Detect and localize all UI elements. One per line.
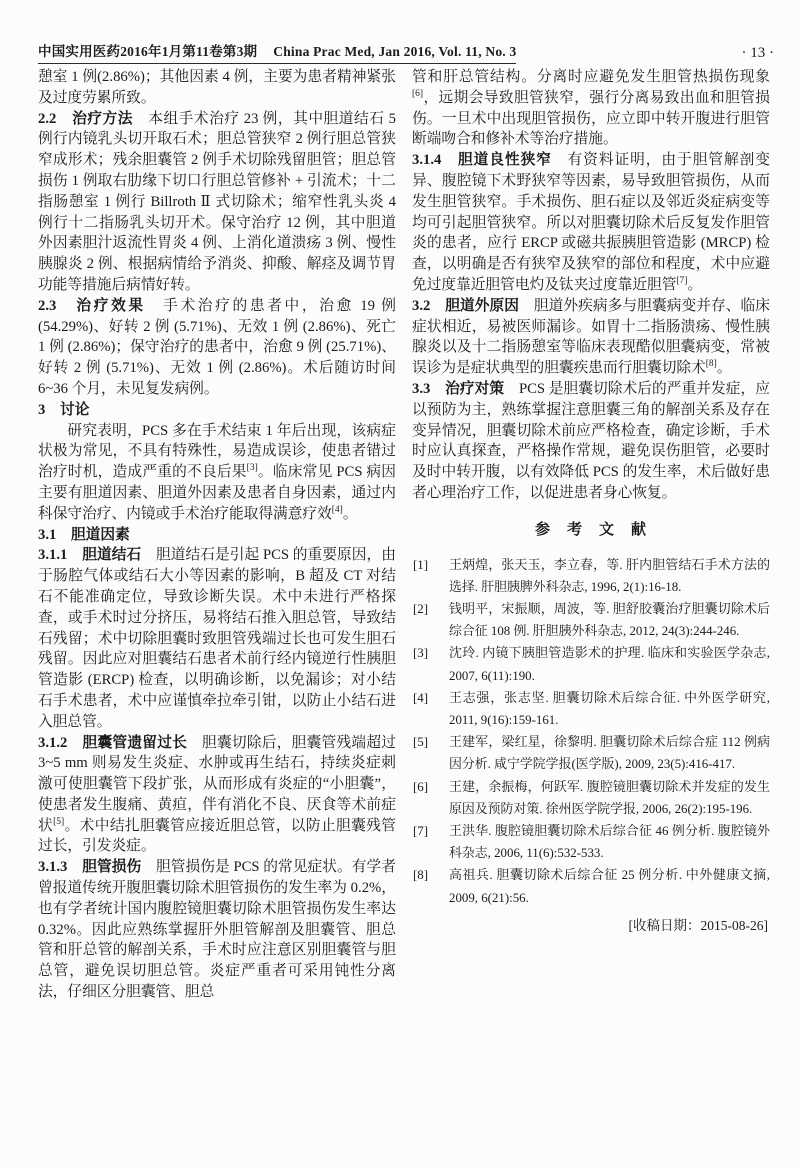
body-text: 憩室 1 例(2.86%)；其他因素 4 例，主要为患者精神紧张及过度劳累所致。	[38, 69, 396, 106]
section-3-discussion-heading	[38, 400, 396, 421]
reference-text: 王炳煌，张天玉，李立春，等. 肝内胆管结石手术方法的选择. 肝胆胰脾外科杂志, 1996, 2(1):16-18.	[449, 557, 770, 594]
section-3-1-2-cystic-duct-remnant	[38, 733, 396, 858]
reference-item	[412, 820, 770, 864]
reference-text: 高祖兵. 胆囊切除术后综合征 25 例分析. 中外健康文摘, 2009, 6(21):56.	[449, 868, 770, 905]
body-text: 胆管损伤是 PCS 的常见症状。有学者曾报道传统开腹胆囊切除术胆管损伤的发生率为 0.2%，也有学者统计国内腹腔镜胆囊切除术胆管损伤发生率达 0.32%。因此应熟练掌握肝外胆管解剖及胆囊管、胆总管和肝总管的解剖关系，手术时应注意区别胆囊管与胆总管，避免误切胆总管。炎症严重者可采用钝性分离法，仔细区分胆囊管、胆总	[38, 859, 396, 1001]
reference-number: [2]	[413, 601, 429, 616]
journal-title-line	[38, 40, 516, 64]
references-list	[412, 554, 770, 909]
section-2-3-treatment-results	[38, 296, 396, 400]
section-heading-label: 3.1.3 胆管损伤	[38, 859, 142, 876]
body-text: PCS 是胆囊切除术后的严重并发症，应以预防为主，熟练掌握注意胆囊三角的解剖关系及存在变异情况，胆囊切除术前应严格检查，确定诊断，手术时应认真探查，严格操作常规，避免误伤胆管，必要时及时中转开腹，以有效降低 PCS 的发生率，术后做好患者心理治疗工作，以促进患者身心恢复。	[412, 380, 770, 501]
section-heading-label: 3.1.1 胆道结石	[38, 547, 142, 564]
body-text: 胆道结石是引起 PCS 的重要原因，由于肠腔气体或结石大小等因素的影响，B 超及 CT 对结石不能准确定位，导致诊断失误。术中未进行严格探查，或手术时过分挤压，易将结石推入胆总管，导致结石残留；术中切除胆囊时致胆管残端过长也可发生胆石残留。因此应对胆囊结石患者术前行经内镜逆行性胰胆管造影 (ERCP) 检查，以明确诊断，以免漏诊；对小结石手术患者，术中应谨慎牵拉牵引钳，以防止小结石进入胆总管。	[38, 547, 396, 730]
section-3-1-1-bile-duct-stones	[38, 545, 396, 732]
body-text: 。	[716, 360, 732, 377]
citation-superscript: [5]	[53, 816, 65, 827]
section-3-1-3-bile-duct-injury	[38, 857, 396, 1003]
received-date: [收稿日期：2015-08-26]	[628, 917, 768, 933]
section-heading-label: 3.3 治疗对策	[412, 380, 505, 397]
reference-item	[412, 776, 770, 820]
section-heading-label: 3 讨论	[38, 401, 90, 418]
section-heading-label: 3.1.4 胆道良性狭窄	[412, 152, 552, 169]
reference-number: [1]	[413, 557, 429, 572]
body-text: 。临床常见 PCS 病因主要有胆道因素、胆道外因素及患者自身因素，通过内科保守治疗、内镜或手术治疗能取得满意疗效	[38, 464, 396, 522]
citation-superscript: [7]	[676, 276, 688, 287]
body-text: 。	[687, 276, 703, 293]
body-text: 胆道外疾病多与胆囊病变并存、临床症状相近，易被医师漏诊。如胃十二指肠溃疡、慢性胰腺炎以及十二指肠憩室等临床表现酷似胆囊病变，常被误诊为是症状典型的胆囊疾患而行胆囊切除术	[412, 297, 770, 377]
reference-item	[412, 554, 770, 598]
reference-text: 沈玲. 内镜下胰胆管造影术的护理. 临床和实验医学杂志, 2007, 6(11):190.	[449, 646, 770, 683]
para-discussion-intro	[38, 421, 396, 525]
reference-item	[412, 687, 770, 731]
article-body	[38, 67, 771, 1003]
citation-superscript: [3]	[246, 463, 258, 474]
section-heading-label: 3.1.2 胆囊管遗留过长	[38, 734, 188, 751]
body-text: 本组手术治疗 23 例，其中胆道结石 5 例行内镜乳头切开取石术；胆总管狭窄 2 例行胆总管狭窄成形术；残余胆囊管 2 例手术切除残留胆管；胆总管损伤 1 例取右肋缘下切口行胆总管修补 + 引流术；十二指肠憩室 1 例行 Billroth Ⅱ 式切除术；缩窄性乳头炎 4 例行十二指肠乳头切开术。保守治疗 12 例，其中胆道外因素胆汁返流性胃炎 4 例、上消化道溃疡 3 例、慢性胰腺炎 2 例、根据病情给予消炎、抑酸、解痉及调节胃功能等措施后病情好转。	[38, 110, 396, 293]
para-continuation-duct-injury	[412, 67, 770, 150]
body-text: 。术中结扎胆囊管应接近胆总管，以防止胆囊残管过长，引发炎症。	[38, 817, 396, 855]
right-column-paragraphs	[412, 67, 770, 504]
citation-superscript: [4]	[331, 504, 343, 515]
reference-number: [7]	[413, 823, 429, 838]
body-text: 手术治疗的患者中，治愈 19 例 (54.29%)、好转 2 例 (5.71%)、无效 1 例 (2.86%)、死亡 1 例 (2.86%)；保守治疗的患者中，治愈 9 例 (25.71%)、好转 2 例 (5.71%)、无效 1 例 (2.86%)。术后随访时间 6~36 个月，未见复发病例。	[38, 297, 396, 397]
reference-text: 钱明平，宋振顺，周波，等. 胆舒胶囊治疗胆囊切除术后综合征 108 例. 肝胆胰外科杂志, 2012, 24(3):244-246.	[449, 601, 770, 639]
section-3-1-heading	[38, 525, 396, 546]
left-column	[38, 67, 396, 1003]
reference-text: 王洪华. 腹腔镜胆囊切除术后综合征 46 例分析. 腹腔镜外科杂志, 2006, 11(6):532-533.	[449, 823, 770, 861]
reference-item	[412, 731, 770, 775]
reference-item	[412, 864, 770, 908]
reference-text: 王志强，张志坚. 胆囊切除术后综合征. 中外医学研究, 2011, 9(16):159-161.	[449, 690, 770, 727]
references-heading: 参 考 文 献	[534, 521, 647, 538]
citation-superscript: [6]	[412, 88, 424, 99]
reference-text: 王建军，梁红星，徐黎明. 胆囊切除术后综合症 112 例病因分析. 咸宁学院学报(医学版), 2009, 23(5):416-417.	[449, 735, 770, 772]
reference-number: [5]	[413, 735, 429, 750]
right-column	[412, 67, 770, 1003]
citation-superscript: [8]	[705, 359, 717, 370]
reference-item	[412, 642, 770, 686]
body-text: 管和肝总管结构。分离时应避免发生胆管热损伤现象	[412, 69, 770, 85]
section-heading-label: 3.1 胆道因素	[38, 526, 130, 543]
page-number: · 13 ·	[741, 45, 774, 61]
body-text: ，远期会导致胆管狭窄，强行分离易致出血和胆管损伤。一旦术中出现胆管损伤，应立即中转开腹进行胆管断端吻合和修补术等治疗措施。	[412, 89, 770, 148]
section-3-2-extrabiliary-causes	[412, 296, 770, 379]
section-heading-label: 2.2 治疗方法	[38, 110, 134, 127]
section-heading-label: 3.2 胆道外原因	[412, 297, 520, 314]
journal-title-en: China Prac Med, Jan 2016, Vol. 11, No. 3	[273, 44, 517, 59]
reference-text: 王建，余振梅，何跃军. 腹腔镜胆囊切除术并发症的发生原因及预防对策. 徐州医学院学报, 2006, 26(2):195-196.	[449, 779, 770, 816]
page-header	[38, 40, 774, 64]
body-text: 。	[342, 505, 358, 522]
reference-number: [6]	[413, 779, 429, 794]
reference-number: [3]	[413, 646, 429, 661]
reference-item	[412, 598, 770, 642]
section-heading-label: 2.3 治疗效果	[38, 297, 146, 314]
para-continuation-other-causes	[38, 67, 396, 109]
reference-number: [4]	[413, 690, 429, 705]
body-text: 有资料证明，由于胆管解剖变异、腹腔镜下术野狭窄等因素，易导致胆管损伤，从而发生胆管狭窄。手术损伤、胆石症以及邻近炎症病变等均可引起胆管狭窄。所以对胆囊切除术后反复发作胆管炎的患者，应行 ERCP 或磁共振胰胆管造影 (MRCP) 检查，以明确是否有狭窄及狭窄的部位和程度，术中应避免过度靠近胆管电灼及钛夹过度靠近胆管	[412, 152, 770, 293]
section-3-1-4-benign-stricture	[412, 150, 770, 296]
reference-number: [8]	[413, 868, 429, 883]
section-2-2-treatment-methods	[38, 109, 396, 296]
body-text: 研究表明，PCS 多在手术结束 1 年后出现，该病症状极为常见，不具有特殊性，易造成误诊，使患者错过治疗时机，造成严重的不良后果	[38, 422, 396, 481]
journal-title-cn: 中国实用医药2016年1月第11卷第3期	[38, 44, 258, 59]
body-text: 胆囊切除后，胆囊管残端超过 3~5 mm 则易发生炎症、水肿或再生结石，持续炎症刺激可使胆囊管下段扩张，从而形成有炎症的“小胆囊”，使患者发生腹痛、黄疸，伴有消化不良、厌食等术前症状	[38, 734, 396, 834]
section-3-3-countermeasures	[412, 379, 770, 504]
